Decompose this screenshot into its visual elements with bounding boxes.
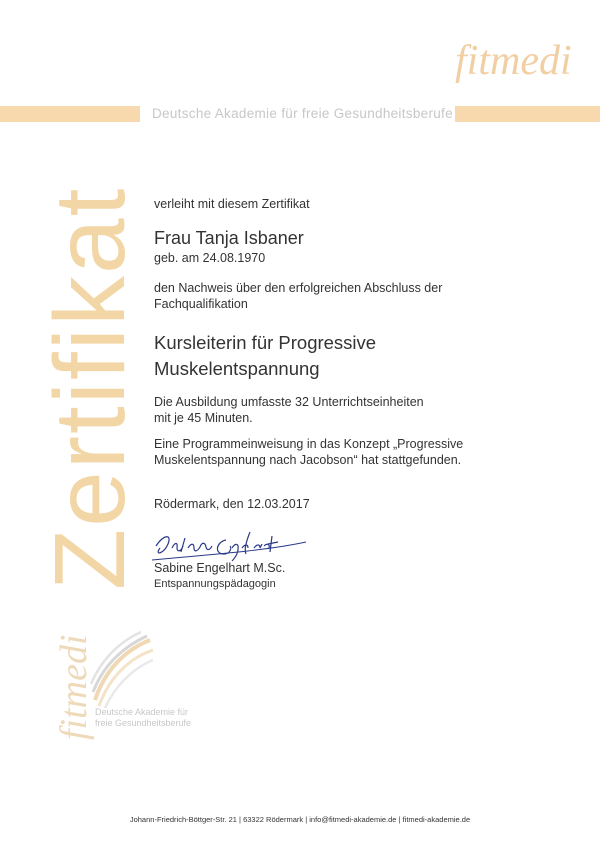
proof-text — [154, 280, 442, 312]
zertifikat-watermark: Zertifikat — [34, 186, 146, 590]
qualification-title — [154, 330, 376, 382]
fitmedi-logo: fitmedi — [455, 38, 572, 84]
proof-line-1: den Nachweis über den erfolgreichen Abschluss der — [154, 281, 443, 295]
academy-name: Deutsche Akademie für freie Gesundheitsberufe — [152, 106, 453, 121]
place-date: Rödermark, den 12.03.2017 — [154, 497, 310, 511]
signer-role: Entspannungspädagogin — [154, 578, 276, 590]
program-line-2: Muskelentspannung nach Jacobson“ hat stattgefunden. — [154, 453, 462, 467]
footer-address: Johann-Friedrich-Böttger-Str. 21 | 63322 Rödermark | info@fitmedi-akademie.de | fitmedi-akademie.de — [129, 815, 471, 824]
recipient-name: Frau Tanja Isbaner — [154, 228, 304, 248]
header-band-left — [0, 106, 140, 122]
bottom-academy-line-1: Deutsche Akademie für — [95, 707, 189, 717]
swoosh-logo-icon — [85, 630, 155, 710]
birth-date: geb. am 24.08.1970 — [154, 251, 266, 265]
training-line-2: mit je 45 Minuten. — [154, 411, 253, 425]
bottom-academy-name — [95, 707, 191, 729]
fitmedi-logo-vertical: fitmedi — [53, 634, 95, 740]
proof-line-2: Fachqualifikation — [154, 297, 248, 311]
program-line-1: Eine Programmeinweisung in das Konzept „Progressive — [154, 437, 464, 451]
training-line-1: Die Ausbildung umfasste 32 Unterrichtseinheiten — [154, 395, 424, 409]
bottom-academy-line-2: freie Gesundheitsberufe — [95, 718, 192, 728]
intro-text: verleiht mit diesem Zertifikat — [154, 197, 310, 211]
training-text — [154, 394, 424, 426]
program-text — [154, 436, 463, 468]
qualification-line-2: Muskelentspannung — [154, 358, 320, 379]
qualification-line-1: Kursleiterin für Progressive — [154, 332, 377, 353]
header-band-right — [455, 106, 600, 122]
signer-name: Sabine Engelhart M.Sc. — [154, 561, 286, 575]
